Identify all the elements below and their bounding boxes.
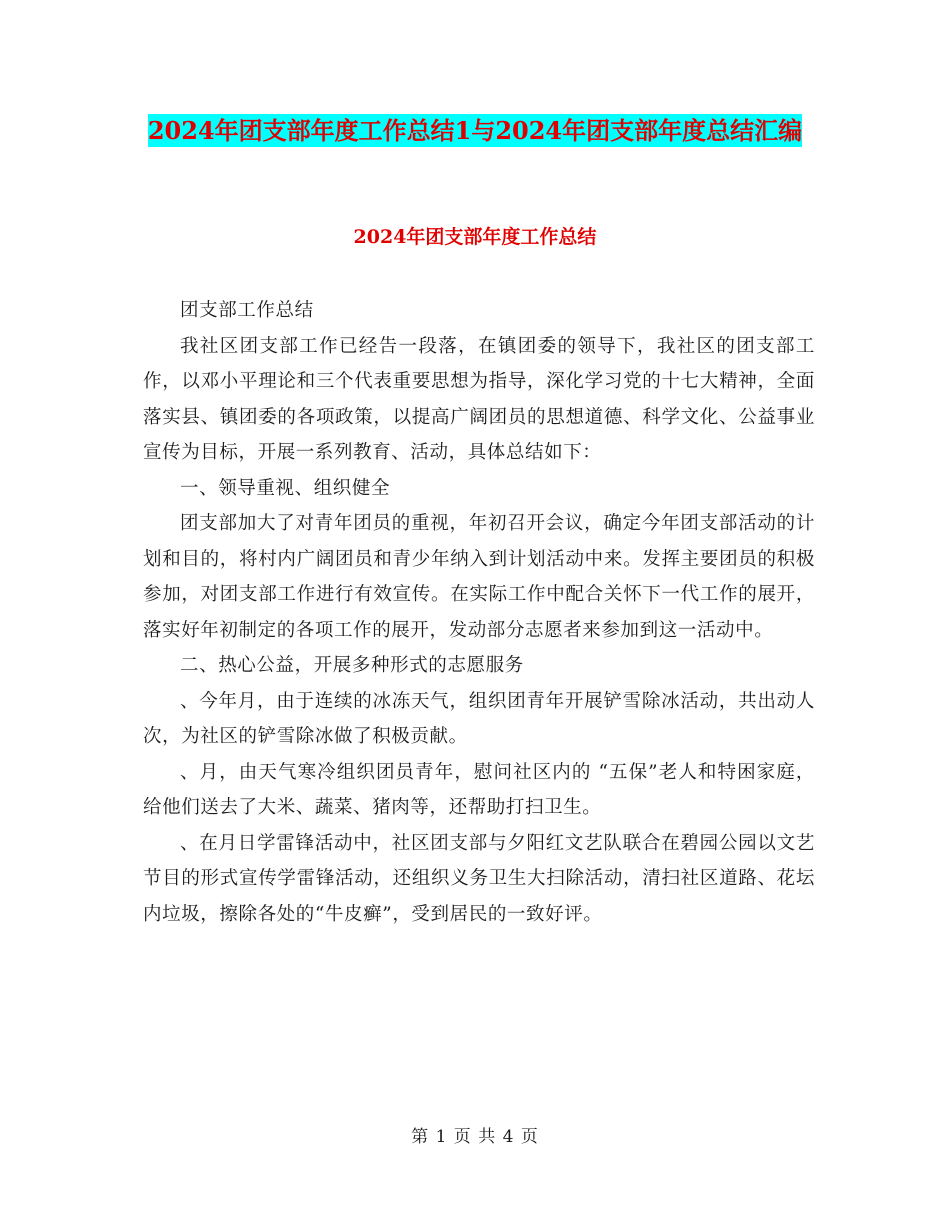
page-number-footer: 第 1 页 共 4 页 (411, 1127, 539, 1147)
document-main-title (130, 108, 820, 154)
section-title: 2024年团支部年度工作总结 (353, 226, 597, 248)
paragraph-heading: 团支部工作总结 (180, 300, 314, 321)
paragraph: 团支部加大了对青年团员的重视，年初召开会议，确定今年团支部活动的计划和目的，将村内广阔团员和青少年纳入到计划活动中来。发挥主要团员的积极参加，对团支部工作进行有效宣传。在实际工作中配合关怀下一代工作的展开，落实好年初制定的各项工作的展开，发动部分志愿者来参加到这一活动中。 (143, 513, 815, 641)
section-heading: 一、领导重视、组织健全 (180, 477, 391, 499)
section-heading: 二、热心公益，开展多种形式的志愿服务 (180, 655, 524, 676)
paragraph: 、月，由天气寒冷组织团员青年，慰问社区内的 “五保”老人和特困家庭，给他们送去了大米、蔬菜、猪肉等，还帮助打扫卫生。 (143, 761, 815, 818)
main-title-highlight: 2024年团支部年度工作总结1与2024年团支部年度总结汇编 (147, 116, 803, 145)
paragraph: 我社区团支部工作已经告一段落，在镇团委的领导下，我社区的团支部工作，以邓小平理论和三个代表重要思想为指导，深化学习党的十七大精神，全面落实县、镇团委的各项政策，以提高广阔团员的思想道德、科学文化、公益事业宣传为目标，开展一系列教育、活动，具体总结如下： (143, 335, 815, 463)
document-body (143, 293, 815, 932)
paragraph: 、今年月，由于连续的冰冻天气，组织团青年开展铲雪除冰活动，共出动人次，为社区的铲雪除冰做了积极贡献。 (143, 690, 815, 747)
paragraph: 、在月日学雷锋活动中，社区团支部与夕阳红文艺队联合在碧园公园以文艺节目的形式宣传学雷锋活动，还组织义务卫生大扫除活动，清扫社区道路、花坛内垃圾，擦除各处的“牛皮癣”，受到居民的一致好评。 (143, 832, 815, 925)
